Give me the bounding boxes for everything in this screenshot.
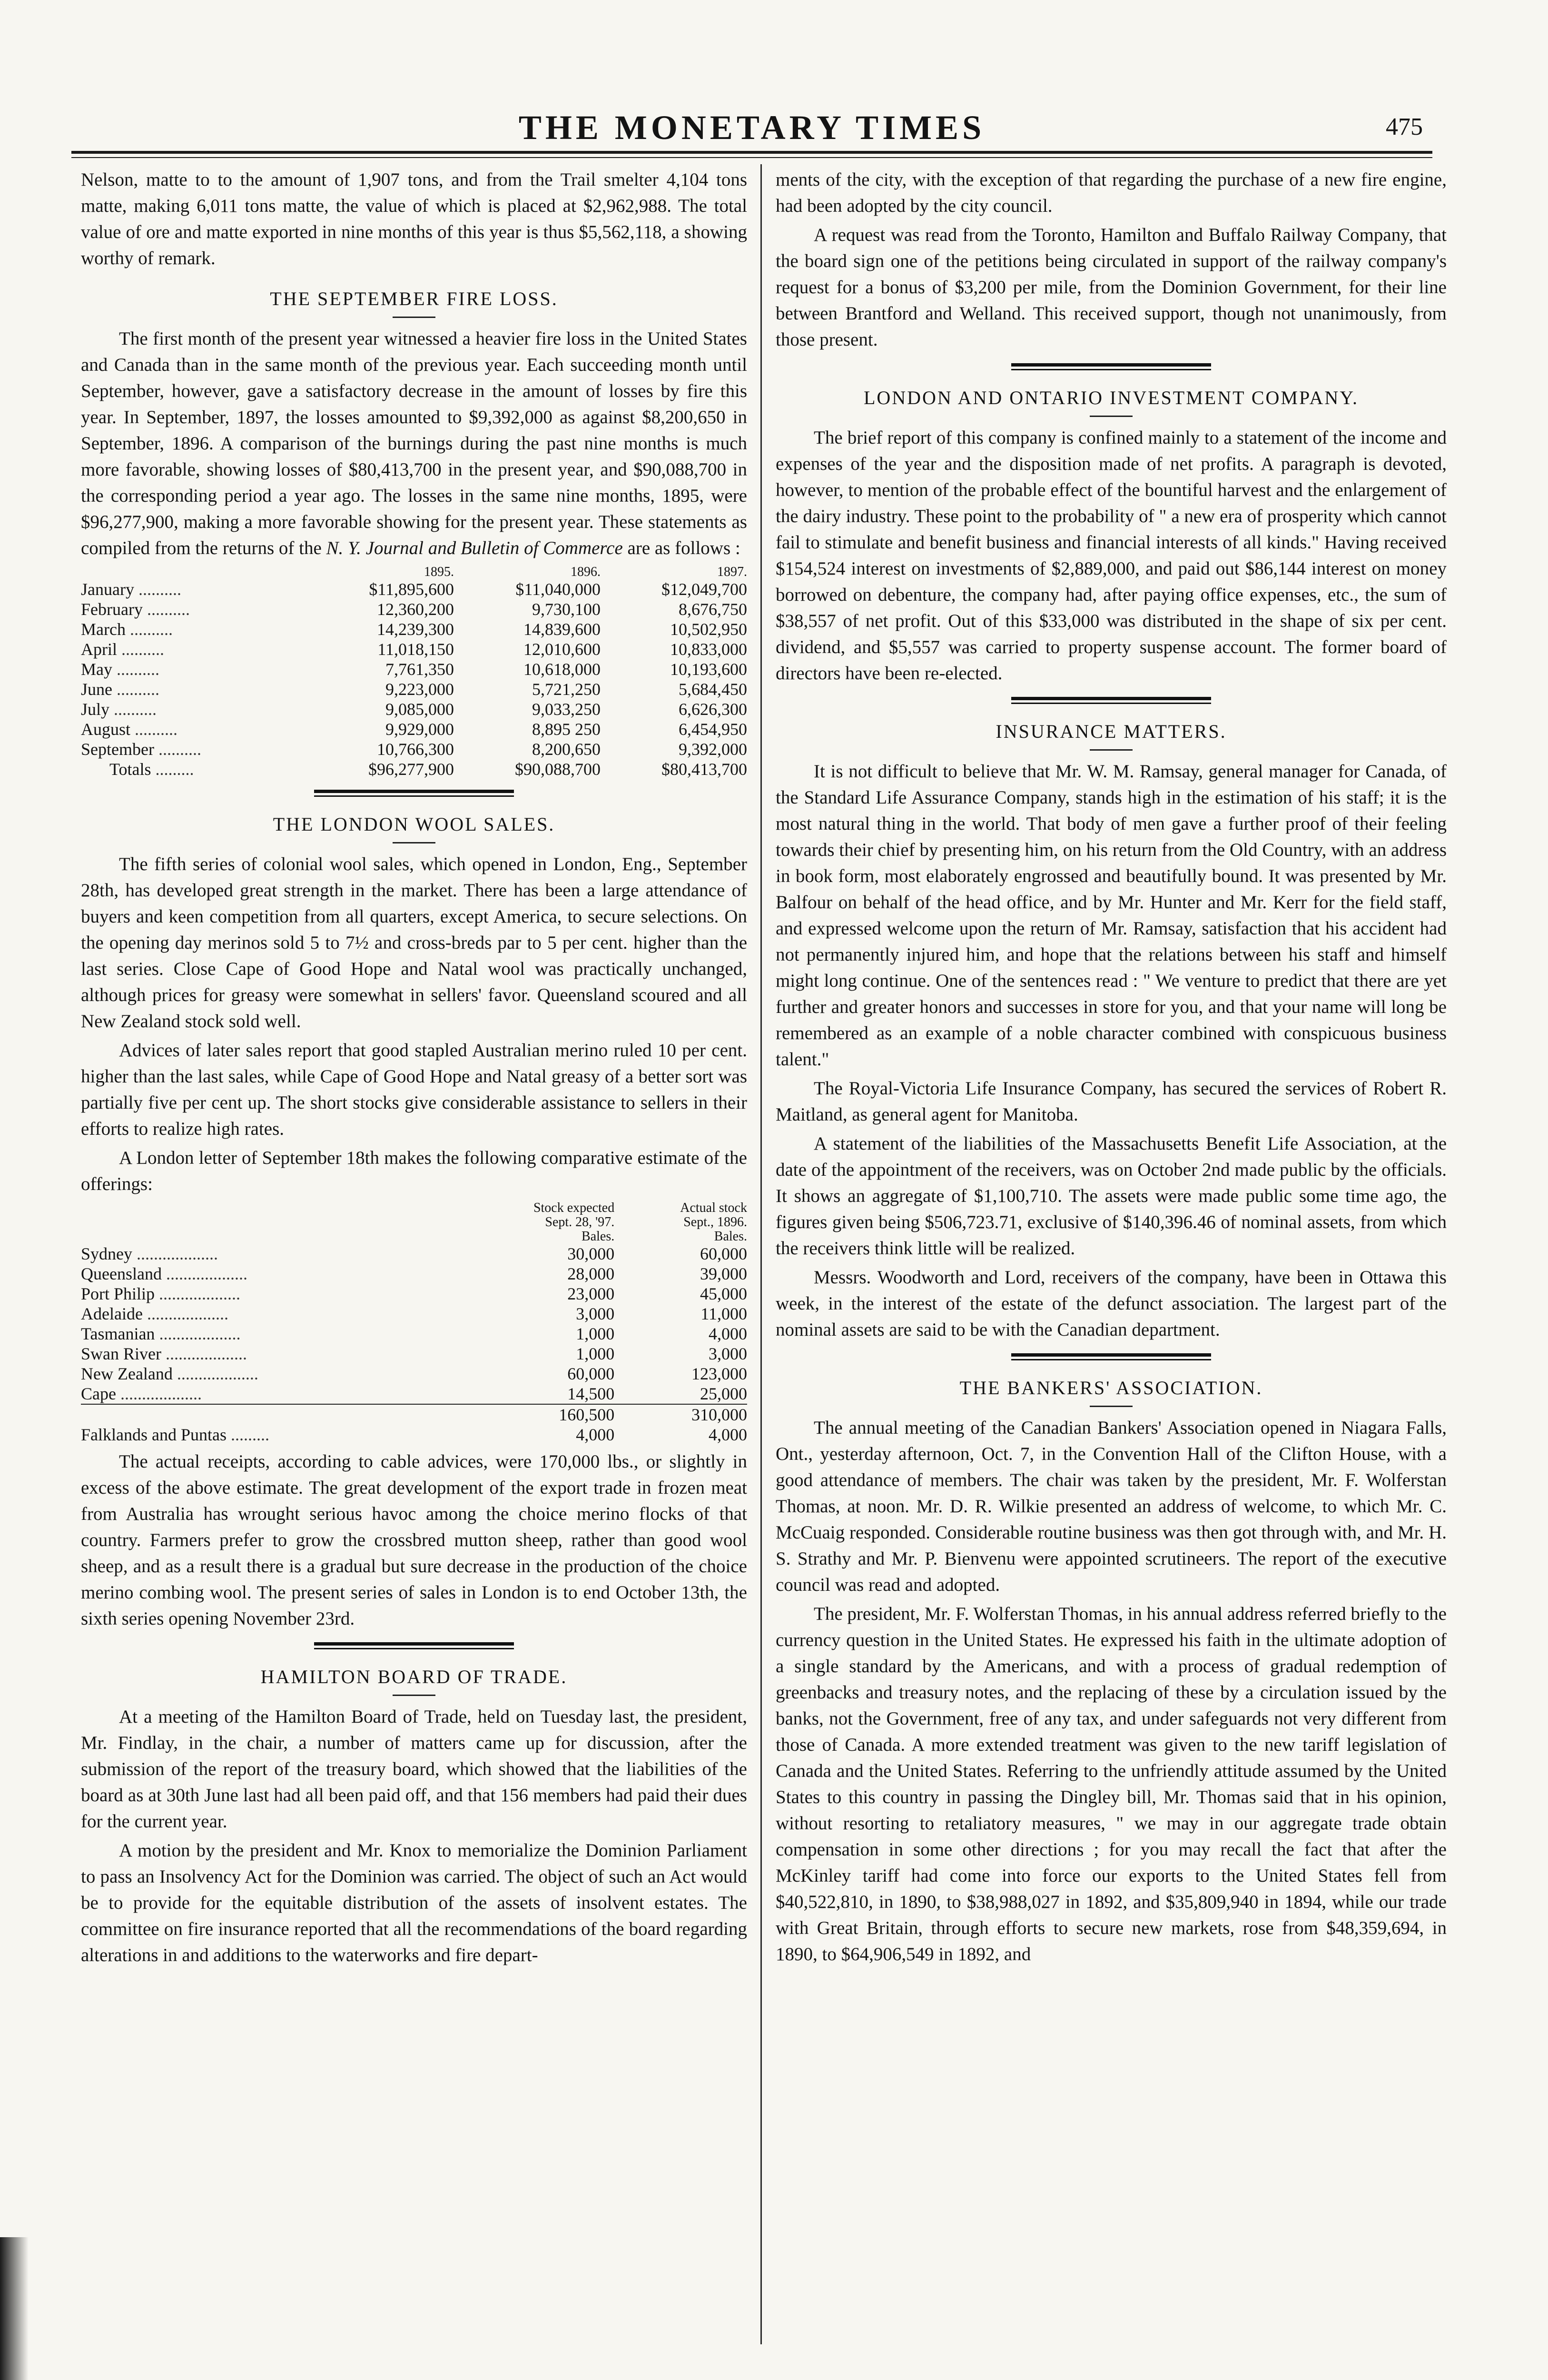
right-column bbox=[776, 167, 1447, 1970]
hamilton-heading: HAMILTON BOARD OF TRADE. bbox=[260, 1666, 568, 1687]
loss-1895: 12,360,200 bbox=[377, 600, 454, 619]
heading-dash bbox=[393, 842, 435, 843]
heading-dash bbox=[1090, 1406, 1133, 1407]
railway-paragraph: A request was read from the Toronto, Hamilton and Buffalo Railway Company, that the board sign one of the petitions being circulated in support of the railway company's request for a bonus of $3,200 per mile, from the Dominion Government, for their line between Brantford and Welland. This received support, though not unanimously, from those present. bbox=[776, 225, 1447, 350]
table-row: Sydney ................... 30,000 60,000 bbox=[81, 1244, 747, 1263]
extra-actual: 4,000 bbox=[709, 1425, 747, 1444]
heading-dash bbox=[1090, 749, 1133, 751]
section-rule bbox=[1011, 1353, 1211, 1360]
stock-expected-header bbox=[454, 1201, 614, 1244]
fire-loss-paragraph bbox=[81, 326, 747, 561]
table-row: Port Philip ................... 23,000 45,000 bbox=[81, 1284, 747, 1303]
insurance-paragraph-4: Messrs. Woodworth and Lord, receivers of the company, have been in Ottawa this week, in the interest of the estate of the defunct association. The largest part of the nominal assets are said to be with the Canadian department. bbox=[776, 1267, 1447, 1340]
london-ontario-paragraph: The brief report of this company is confined mainly to a statement of the income and expenses of the year and the disposition made of net profits. A paragraph is devoted, however, to mention of the probable effect of the bountiful harvest and the enlargement of the dairy industry. These point to the probability of " a new era of prosperity which cannot fail to stimulate and benefit business and financial interests of all kinds." Having received $154,524 interest on investments of $2,889,000, and paid out $86,144 interest on money borrowed on debenture, the company had, after paying office expenses, etc., the sum of $38,557 of net profit. Out of this $33,000 was distributed in the shape of six per cent. dividend, and $5,557 was carried to property suspense account. The former board of directors have been re-elected. bbox=[776, 427, 1447, 684]
month-label: March bbox=[81, 620, 126, 639]
table-row: Queensland ................... 28,000 39,000 bbox=[81, 1264, 747, 1283]
fire-text-b: are as follows : bbox=[627, 538, 740, 558]
stock-actual: 4,000 bbox=[709, 1324, 747, 1343]
intro-paragraph: Nelson, matte to to the amount of 1,907 tons, and from the Trail smelter 4,104 tons matte, making 6,011 tons matte, the value of which is placed at $2,962,988. The total value of ore and matte exported in nine months of this year is thus $5,562,118, a showing worthy of remark. bbox=[81, 169, 747, 268]
region-label: Swan River bbox=[81, 1344, 161, 1363]
header-line: Actual stock bbox=[680, 1200, 747, 1215]
actual-stock-header bbox=[614, 1201, 747, 1244]
hamilton-paragraph-2: A motion by the president and Mr. Knox to memorialize the Dominion Parliament to pass an Insolvency Act for the Dominion was carried. The object of such an Act would be to provide for the equitable distribution of the assets of insolvent estates. The committee on fire insurance reported that all the recommendations of the board regarding alterations in and additions to the waterworks and fire depart- bbox=[81, 1840, 747, 1965]
loss-1897: $12,049,700 bbox=[661, 580, 747, 599]
loss-1896: 8,200,650 bbox=[532, 740, 601, 759]
stock-actual: 39,000 bbox=[700, 1264, 747, 1283]
insurance-paragraph-2: The Royal-Victoria Life Insurance Company, has secured the services of Robert R. Maitland, as general agent for Manitoba. bbox=[776, 1078, 1447, 1125]
continuation-paragraph: ments of the city, with the exception of that regarding the purchase of a new fire engine, had been adopted by the city council. bbox=[776, 169, 1447, 216]
column-divider bbox=[760, 164, 762, 2344]
journal-name: N. Y. Journal and Bulletin of Commerce bbox=[326, 538, 623, 558]
heading-dash bbox=[393, 1695, 435, 1696]
wool-paragraph-3: A London letter of September 18th makes the following comparative estimate of the offerings: bbox=[81, 1148, 747, 1194]
heading-dash bbox=[393, 317, 435, 318]
year-header: 1897. bbox=[717, 565, 747, 579]
region-label: Sydney bbox=[81, 1244, 132, 1263]
fire-text-a: The first month of the present year witnessed a heavier fire loss in the United States and Canada than in the same month of the previous year. Each succeeding month until September, however, gave a satisfactory decrease in the amount of losses by fire this year. In September, 1897, the losses amounted to $9,392,000 as against $8,200,650 in September, 1896. A comparison of the burnings during the past nine months is much more favorable, showing losses of $80,413,700 in the present year, and $90,088,700 in the corresponding period a year ago. The losses in the same nine months, 1895, were $96,277,900, making a more favorable showing for the present year. These statements as compiled from the returns of the bbox=[81, 328, 747, 558]
section-rule bbox=[1011, 697, 1211, 704]
page-number: 475 bbox=[1386, 113, 1423, 140]
loss-1895: 11,018,150 bbox=[377, 640, 454, 659]
loss-1895: 9,929,000 bbox=[385, 720, 454, 739]
heading-dash bbox=[1090, 416, 1133, 417]
year-header: 1895. bbox=[424, 565, 454, 579]
stock-expected: 1,000 bbox=[576, 1324, 615, 1343]
stock-expected: 60,000 bbox=[567, 1364, 615, 1383]
wool-sales-heading: THE LONDON WOOL SALES. bbox=[273, 813, 555, 835]
london-ontario-heading: LONDON AND ONTARIO INVESTMENT COMPANY. bbox=[863, 387, 1359, 408]
stock-expected: 28,000 bbox=[567, 1264, 615, 1283]
region-label: Port Philip bbox=[81, 1284, 155, 1303]
stock-expected: 23,000 bbox=[567, 1284, 615, 1303]
loss-1896: 10,618,000 bbox=[523, 660, 601, 679]
loss-1897: 8,676,750 bbox=[679, 600, 747, 619]
table-row: Swan River ................... 1,000 3,000 bbox=[81, 1344, 747, 1363]
month-label: May bbox=[81, 660, 112, 679]
section-rule bbox=[1011, 363, 1211, 370]
loss-1896: 9,033,250 bbox=[532, 700, 601, 719]
table-row: September .......... 10,766,300 8,200,650 9,392,000 bbox=[81, 740, 747, 759]
table-row: Falklands and Puntas ......... 4,000 4,000 bbox=[81, 1425, 747, 1444]
table-row: June .......... 9,223,000 5,721,250 5,684,450 bbox=[81, 680, 747, 699]
loss-1897: 10,502,950 bbox=[670, 620, 747, 639]
wool-offerings-table bbox=[81, 1201, 747, 1445]
masthead bbox=[71, 102, 1432, 150]
header-line: Bales. bbox=[582, 1229, 615, 1244]
month-label: April bbox=[81, 640, 117, 659]
stock-expected: 1,000 bbox=[576, 1344, 615, 1363]
stock-actual: 60,000 bbox=[700, 1244, 747, 1263]
loss-1897: 10,193,600 bbox=[670, 660, 747, 679]
year-header: 1896. bbox=[571, 565, 601, 579]
region-label: Queensland bbox=[81, 1264, 162, 1283]
fire-loss-table bbox=[81, 565, 747, 779]
month-label: September bbox=[81, 740, 154, 759]
table-row: Adelaide ................... 3,000 11,000 bbox=[81, 1304, 747, 1323]
stock-expected: 30,000 bbox=[567, 1244, 615, 1263]
totals-row: Totals ......... $96,277,900 $90,088,700 $80,413,700 bbox=[109, 760, 747, 779]
loss-1897: 6,454,950 bbox=[679, 720, 747, 739]
publication-title: THE MONETARY TIMES bbox=[518, 109, 986, 147]
hamilton-paragraph-1: At a meeting of the Hamilton Board of Trade, held on Tuesday last, the president, Mr. Findlay, in the chair, a number of matters came up for discussion, after the submission of the report of the treasury board, which showed that the liabilities of the board as at 30th June last had all been paid off, and that 156 members had paid their dues for the current year. bbox=[81, 1706, 747, 1832]
table-row bbox=[81, 1404, 747, 1425]
table-row: May .......... 7,761,350 10,618,000 10,193,600 bbox=[81, 660, 747, 679]
loss-1895: 9,085,000 bbox=[385, 700, 454, 719]
stock-actual: 45,000 bbox=[700, 1284, 747, 1303]
loss-1896: 5,721,250 bbox=[532, 680, 601, 699]
table-row: February .......... 12,360,200 9,730,100 8,676,750 bbox=[81, 600, 747, 619]
totals-label: Totals bbox=[109, 760, 151, 779]
loss-1895: 14,239,300 bbox=[377, 620, 454, 639]
section-rule bbox=[314, 790, 514, 797]
bankers-paragraph-1: The annual meeting of the Canadian Bankers' Association opened in Niagara Falls, Ont., yesterday afternoon, Oct. 7, in the Convention Hall of the Clifton House, with a good attendance of members. The chair was taken by the president, Mr. F. Wolferstan Thomas, at noon. Mr. D. R. Wilkie presented an address of welcome, to which Mr. C. McCuaig responded. Considerable routine business was then got through with, and Mr. H. S. Strathy and Mr. P. Bienvenu were appointed scrutineers. The report of the executive council was read and adopted. bbox=[776, 1418, 1447, 1595]
loss-1895: $11,895,600 bbox=[369, 580, 454, 599]
region-label: Cape bbox=[81, 1384, 116, 1403]
table-row: New Zealand ................... 60,000 123,000 bbox=[81, 1364, 747, 1383]
wool-paragraph-4: The actual receipts, according to cable advices, were 170,000 lbs., or slightly in excess of the above estimate. The great development of the export trade in frozen meat from Australia has wrought serious havoc among the choice merino flocks of that country. Farmers prefer to grow the crossbred mutton sheep, rather than good wool sheep, and as a result there is a gradual but sure decrease in the production of the choice merino combing wool. The present series of sales in London is to end October 13th, the sixth series opening November 23rd. bbox=[81, 1451, 747, 1629]
left-column bbox=[81, 167, 747, 1971]
section-rule bbox=[314, 1642, 514, 1649]
stock-actual: 123,000 bbox=[691, 1364, 747, 1383]
loss-1897: 5,684,450 bbox=[679, 680, 747, 699]
loss-1895: 9,223,000 bbox=[385, 680, 454, 699]
header-line: Sept., 1896. bbox=[683, 1215, 747, 1230]
table-row: April .......... 11,018,150 12,010,600 10,833,000 bbox=[81, 640, 747, 659]
masthead-rule bbox=[71, 151, 1432, 154]
insurance-paragraph-1: It is not difficult to believe that Mr. W. M. Ramsay, general manager for Canada, of the Standard Life Assurance Company, stands high in the estimation of his staff; it is the most natural thing in the world. That body of men gave a further proof of their feeling towards their chief by presenting him, on his return from the Old Country, with an address in book form, most elaborately engrossed and beautifully bound. It was presented by Mr. Balfour on behalf of the head office, and by Mr. Hunter and Mr. Kerr for the field staff, and expressed welcome upon the return of Mr. Ramsay, satisfaction that his accident had not permanently injured him, and hope that the relations between his staff and himself might long continue. One of the sentences read : " We venture to predict that there are yet further and greater honors and successes in store for you, and that your name will long be remembered as an example of a noble character combined with conspicuous business talent." bbox=[776, 761, 1447, 1070]
insurance-heading: INSURANCE MATTERS. bbox=[996, 721, 1227, 742]
stock-actual: 25,000 bbox=[700, 1384, 747, 1403]
stock-expected: 14,500 bbox=[567, 1384, 615, 1403]
stock-actual: 3,000 bbox=[709, 1344, 747, 1363]
month-label: January bbox=[81, 580, 134, 599]
month-label: August bbox=[81, 720, 131, 739]
loss-1897: 10,833,000 bbox=[670, 640, 747, 659]
loss-1897: 6,626,300 bbox=[679, 700, 747, 719]
month-label: February bbox=[81, 600, 143, 619]
fire-loss-heading: THE SEPTEMBER FIRE LOSS. bbox=[270, 288, 558, 309]
region-label: Adelaide bbox=[81, 1304, 143, 1323]
sum-actual: 310,000 bbox=[614, 1404, 747, 1425]
month-label: July bbox=[81, 700, 110, 719]
wool-paragraph-2: Advices of later sales report that good stapled Australian merino ruled 10 per cent. higher than the last sales, while Cape of Good Hope and Natal greasy of a better sort was partially five per cent up. The short stocks give considerable assistance to sellers in their efforts to realize high rates. bbox=[81, 1040, 747, 1139]
page-edge-shadow bbox=[0, 2237, 29, 2380]
wool-paragraph-1: The fifth series of colonial wool sales, which opened in London, Eng., September 28th, has developed great strength in the market. There has been a large attendance of buyers and keen competition from all quarters, except America, to secure selections. On the opening day merinos sold 5 to 7½ and cross-breds par to 5 per cent. higher than the last series. Close Cape of Good Hope and Natal wool was practically unchanged, although prices for greasy were somewhat in sellers' favor. Queensland scoured and all New Zealand stock sold well. bbox=[81, 854, 747, 1031]
table-row: July .......... 9,085,000 9,033,250 6,626,300 bbox=[81, 700, 747, 719]
total-1895: $96,277,900 bbox=[368, 760, 454, 779]
total-1896: $90,088,700 bbox=[515, 760, 601, 779]
bankers-heading: THE BANKERS' ASSOCIATION. bbox=[959, 1377, 1263, 1398]
stock-expected: 3,000 bbox=[576, 1304, 615, 1323]
header-line: Sept. 28, '97. bbox=[545, 1215, 615, 1230]
month-label: June bbox=[81, 680, 112, 699]
table-row: Tasmanian ................... 1,000 4,000 bbox=[81, 1324, 747, 1343]
sum-expected: 160,500 bbox=[454, 1404, 614, 1425]
masthead-rule-thin bbox=[71, 157, 1432, 158]
region-label: Tasmanian bbox=[81, 1324, 155, 1343]
loss-1896: 8,895 250 bbox=[532, 720, 601, 739]
insurance-paragraph-3: A statement of the liabilities of the Massachusetts Benefit Life Association, at the date of the appointment of the receivers, was on October 2nd made public by the officials. It shows an aggregate of $1,100,710. The assets were made public some time ago, the figures given being $506,723.71, exclusive of $140,396.46 of nominal assets, from which the receivers think little will be realized. bbox=[776, 1133, 1447, 1259]
loss-1896: 9,730,100 bbox=[532, 600, 601, 619]
loss-1895: 7,761,350 bbox=[385, 660, 454, 679]
bankers-paragraph-2: The president, Mr. F. Wolferstan Thomas, in his annual address referred briefly to the currency question in the United States. He expressed his faith in the ultimate adoption of a single standard by the Americans, and with a process of gradual redemption of greenbacks and treasury notes, and the replacing of these by a circulation issued by the banks, not the Government, free of any tax, and under safeguards not very different from those of Canada. A more extended treatment was given to the new tariff legislation of Canada and the United States. Referring to the unfriendly attitude assumed by the United States to this country in passing the Dingley bill, Mr. Thomas said that in his opinion, without resorting to retaliatory measures, " we may in our aggregate trade obtain compensation in some other directions ; for you may recall the fact that after the McKinley tariff had come into force our exports to the United States fell from $40,522,810, in 1890, to $38,988,027 in 1892, and $35,809,940 in 1894, while our trade with Great Britain, through efforts to secure new markets, rose from $48,359,694, in 1890, to $64,906,549 in 1892, and bbox=[776, 1604, 1447, 1964]
table-row: Cape ................... 14,500 25,000 bbox=[81, 1384, 747, 1403]
region-label: New Zealand bbox=[81, 1364, 173, 1383]
loss-1897: 9,392,000 bbox=[679, 740, 747, 759]
total-1897: $80,413,700 bbox=[661, 760, 747, 779]
row-label: Falklands and Puntas bbox=[81, 1425, 227, 1444]
table-row: August .......... 9,929,000 8,895 250 6,454,950 bbox=[81, 720, 747, 739]
loss-1895: 10,766,300 bbox=[377, 740, 454, 759]
table-row: January .......... $11,895,600 $11,040,000 $12,049,700 bbox=[81, 580, 747, 599]
loss-1896: 12,010,600 bbox=[523, 640, 601, 659]
header-line: Stock expected bbox=[533, 1200, 615, 1215]
table-row: March .......... 14,239,300 14,839,600 10,502,950 bbox=[81, 620, 747, 639]
extra-expected: 4,000 bbox=[576, 1425, 615, 1444]
loss-1896: $11,040,000 bbox=[515, 580, 601, 599]
header-line: Bales. bbox=[714, 1229, 747, 1244]
loss-1896: 14,839,600 bbox=[523, 620, 601, 639]
stock-actual: 11,000 bbox=[700, 1304, 747, 1323]
